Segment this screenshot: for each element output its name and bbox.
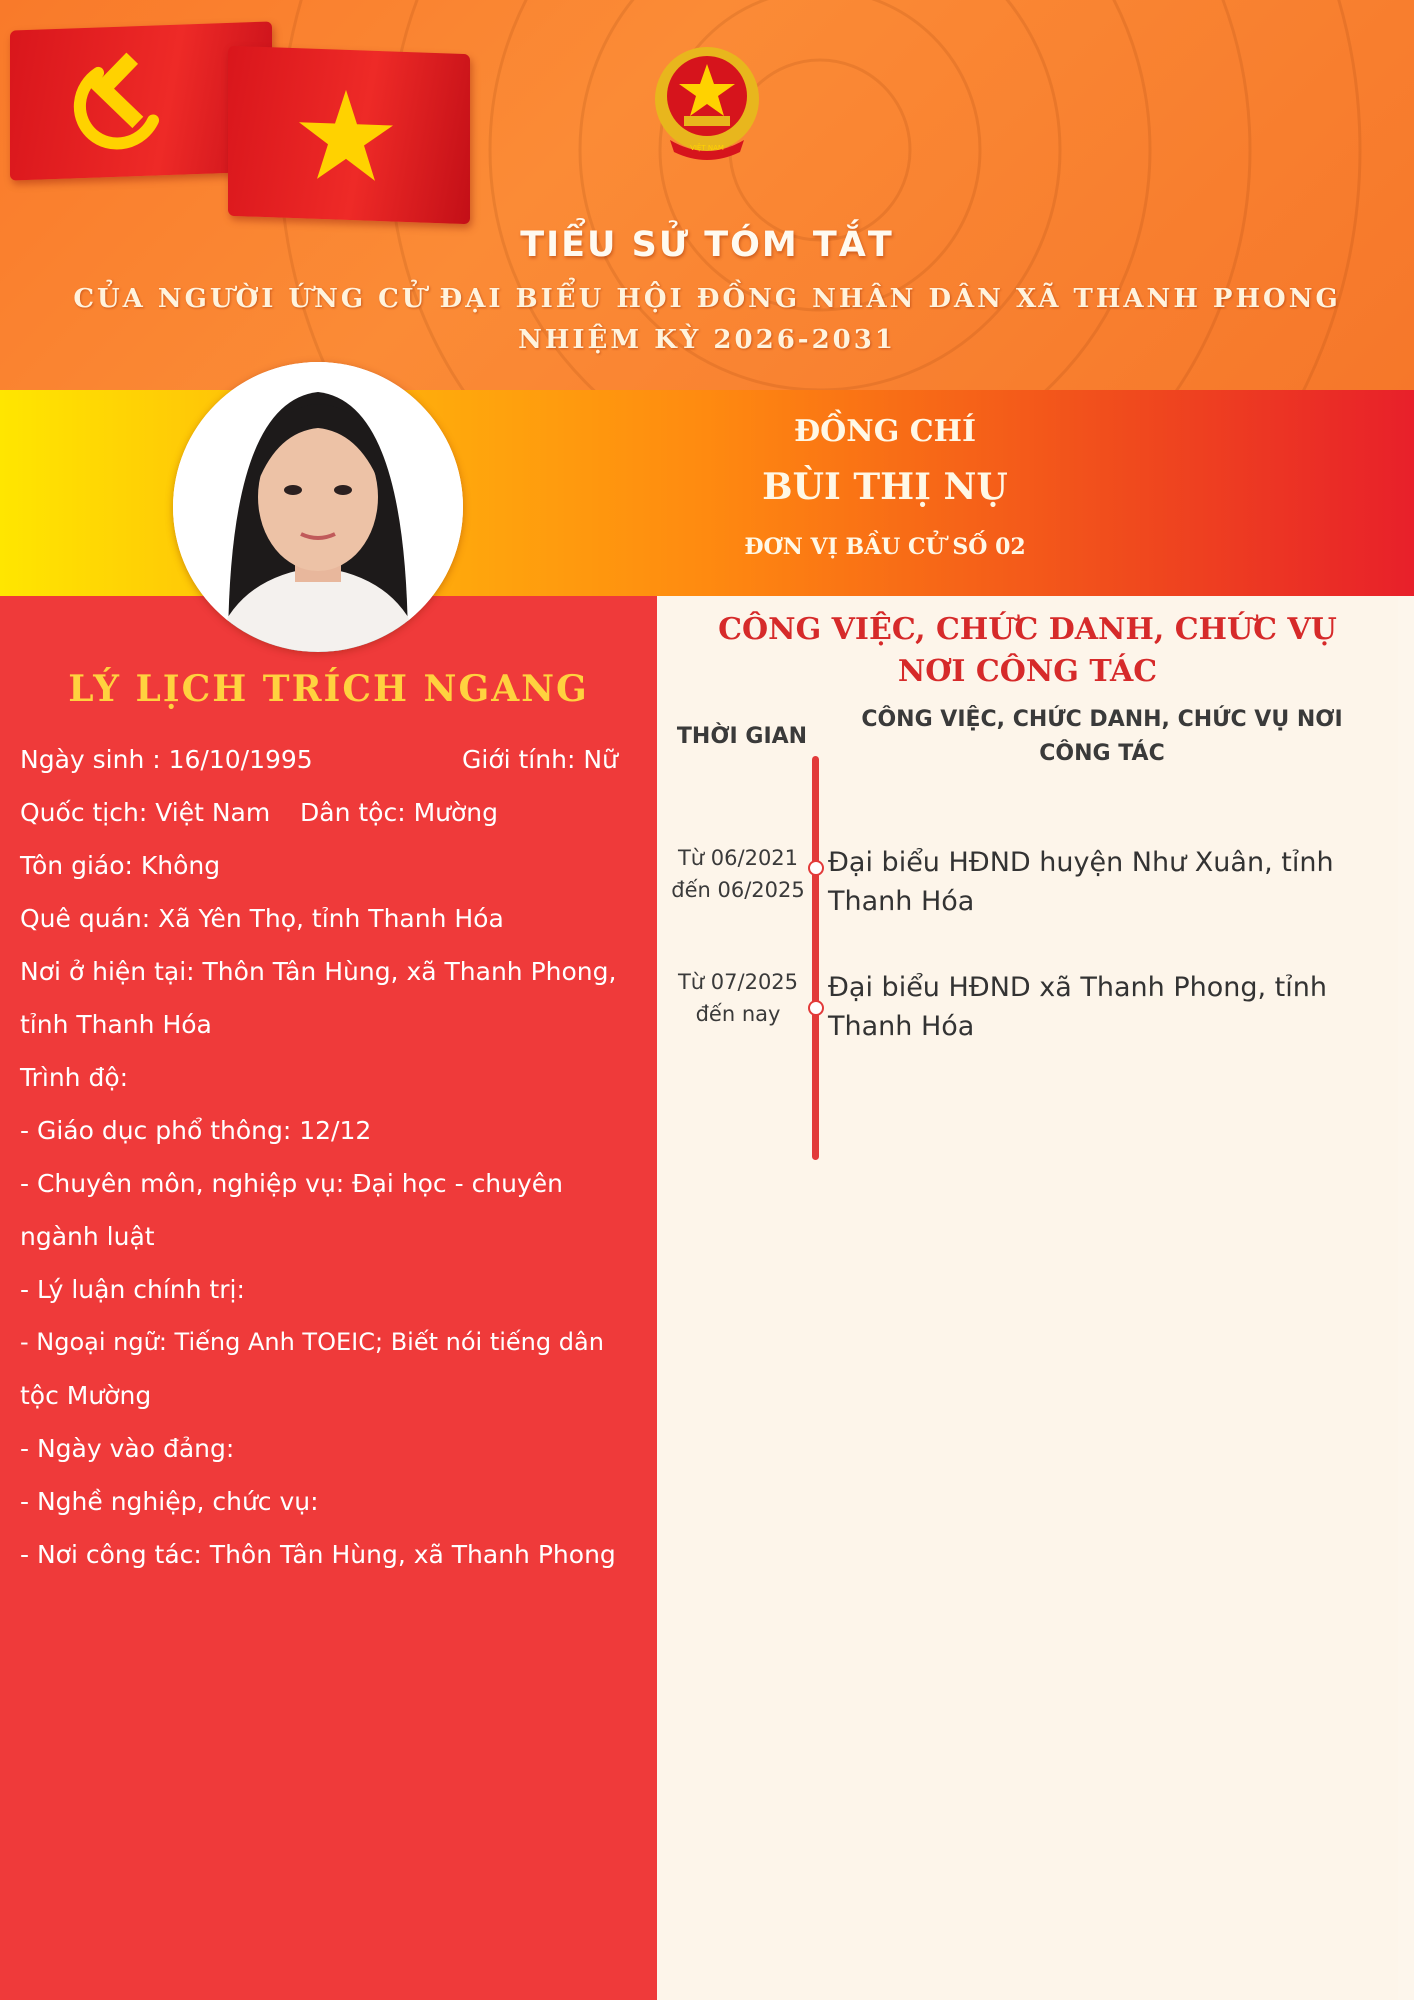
timeline-line: [812, 756, 819, 1160]
workplace: - Nơi công tác: Thôn Tân Hùng, xã Thanh Phong: [20, 1540, 616, 1569]
residence-line2: tỉnh Thanh Hóa: [20, 1010, 212, 1039]
timeline-entry-1: Đại biểu HĐND huyện Như Xuân, tỉnh Thanh Hóa: [828, 847, 1334, 917]
party-join-date: - Ngày vào đảng:: [20, 1434, 235, 1463]
timeline-date-2: [668, 966, 808, 1030]
candidate-name: BÙI THỊ NỤ: [762, 466, 1008, 508]
specialty-line1: - Chuyên môn, nghiệp vụ: Đại học - chuyên: [20, 1169, 564, 1198]
birth-date: Ngày sinh : 16/10/1995: [20, 745, 313, 774]
column-header-desc-line1: CÔNG VIỆC, CHỨC DANH, CHỨC VỤ NƠI: [861, 707, 1343, 732]
occupation: - Nghề nghiệp, chức vụ:: [20, 1487, 319, 1516]
specialty-line2: ngành luật: [20, 1222, 155, 1251]
emblem-ribbon-text: VIỆT NAM: [690, 144, 724, 152]
education-label: Trình độ:: [20, 1063, 129, 1092]
page-subtitle-line2: NHIỆM KỲ 2026-2031: [518, 325, 896, 355]
header-banner: [0, 0, 1414, 390]
languages-line1: - Ngoại ngữ: Tiếng Anh TOEIC; Biết nói tiếng dân: [20, 1328, 604, 1356]
hometown: Quê quán: Xã Yên Thọ, tỉnh Thanh Hóa: [20, 904, 504, 933]
political-theory: - Lý luận chính trị:: [20, 1275, 245, 1304]
work-title-line1: CÔNG VIỆC, CHỨC DANH, CHỨC VỤ: [718, 612, 1337, 647]
constituency-label: ĐƠN VỊ BẦU CỬ SỐ 02: [744, 534, 1026, 560]
timeline-date-1: [668, 842, 808, 906]
timeline-entry-2: Đại biểu HĐND xã Thanh Phong, tỉnh Thanh Hóa: [828, 972, 1327, 1042]
ethnicity: Dân tộc: Mường: [300, 798, 498, 827]
timeline-date-1-to: đến 06/2025: [671, 878, 805, 902]
hammer-sickle-icon: [65, 43, 175, 157]
bio-section-title: LÝ LỊCH TRÍCH NGANG: [68, 668, 589, 710]
candidate-portrait: [173, 362, 463, 652]
nationality: Quốc tịch: Việt Nam: [20, 798, 271, 827]
timeline-dot: [808, 1000, 824, 1016]
candidate-salutation: ĐỒNG CHÍ: [793, 414, 977, 449]
work-title-line2: NƠI CÔNG TÁC: [897, 654, 1158, 689]
languages-line2: tộc Mường: [20, 1381, 152, 1410]
national-flag: [228, 46, 470, 224]
timeline-date-1-from: Từ 06/2021: [677, 846, 799, 870]
timeline-date-2-to: đến nay: [695, 1002, 781, 1026]
timeline-dot: [808, 860, 824, 876]
page-subtitle-line1: CỦA NGƯỜI ỨNG CỬ ĐẠI BIỂU HỘI ĐỒNG NHÂN DÂN XÃ THANH PHONG: [73, 284, 1341, 314]
gender: Giới tính: Nữ: [462, 745, 618, 774]
column-header-time: THỜI GIAN: [676, 724, 808, 749]
residence-line1: Nơi ở hiện tại: Thôn Tân Hùng, xã Thanh Phong,: [20, 957, 617, 986]
religion: Tôn giáo: Không: [20, 851, 221, 880]
general-education: - Giáo dục phổ thông: 12/12: [20, 1116, 372, 1145]
column-header-desc-line2: CÔNG TÁC: [1039, 741, 1165, 766]
work-history-panel: [657, 596, 1398, 2000]
timeline-date-2-from: Từ 07/2025: [677, 970, 799, 994]
star-icon: [296, 84, 396, 187]
national-emblem-icon: [652, 44, 762, 162]
page-title: TIỂU SỬ TÓM TẮT: [520, 225, 894, 265]
portrait-photo: [173, 362, 463, 652]
